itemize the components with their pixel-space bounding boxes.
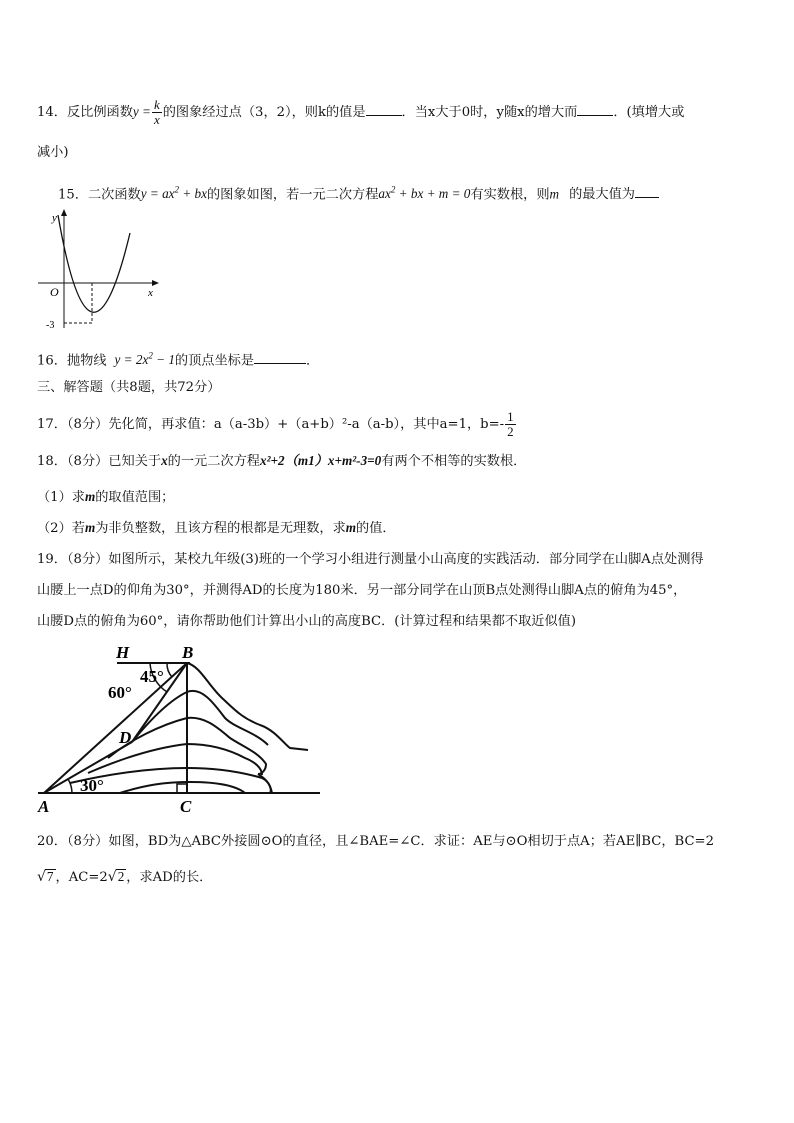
q18-part2-var-m: m [84, 520, 96, 535]
q16-number: 16． [37, 353, 67, 369]
q15-formula-3: m [549, 186, 560, 202]
q18-line [37, 451, 526, 472]
q14-text-2: 的图象经过点（3，2），则k的值是 [162, 105, 366, 120]
q14-func-lhs: y = [132, 104, 151, 119]
label-h: H [116, 643, 130, 662]
q16-text-1: 抛物线 [66, 353, 107, 369]
q17-fraction [505, 410, 516, 439]
right-angle-marker [177, 784, 187, 793]
q14-number: 14． [37, 105, 67, 120]
q15-line [58, 180, 659, 205]
label-angle-30: 30° [80, 776, 104, 795]
mountain-outline [187, 663, 308, 750]
q16-formula: $y = 2x^2 - 1$ [114, 351, 175, 368]
q19-line2: 山腰上一点D的仰角为30°，并测得AD的长度为180米．另一部分同学在山顶B点处测得山脚A点的俯角为45°， [37, 583, 687, 598]
q18-part1-text-b: 的取值范围； [95, 490, 175, 505]
q18-part2-text-c: 的值． [356, 521, 396, 536]
q19-line3: 山腰D点的俯角为60°，请你帮助他们计算出小山的高度BC．(计算过程和结果都不取近似值) [37, 614, 577, 629]
q14-frac-num: k [153, 97, 160, 112]
q16-text-3: ． [306, 353, 320, 369]
q15-parabola-figure [30, 205, 170, 335]
q18-equation: x²+2（m1）x+m²-3=0 [259, 453, 382, 468]
q15-text-3: 有实数根，则 [470, 187, 550, 203]
q18-part1-text-a: （1）求 [37, 490, 85, 505]
q15-text-1: 二次函数 [87, 187, 141, 203]
q15-text-2: 的图象如图，若一元二次方程 [206, 187, 379, 203]
parabola-curve [58, 215, 130, 312]
section-3-heading: 三、解答题（共8题，共72分） [37, 380, 221, 395]
angle-arc-45 [167, 663, 172, 677]
label-a: A [38, 797, 50, 815]
q15-blank[interactable] [635, 185, 659, 198]
label-angle-45: 45° [140, 667, 164, 686]
q14-blank-1[interactable] [366, 103, 402, 116]
q17-frac-den: 2 [507, 424, 514, 439]
q18-text-2: 的一元二次方程 [167, 454, 260, 469]
q17-line [37, 410, 517, 439]
angle-arc-30 [68, 779, 72, 793]
label-b: B [182, 643, 194, 662]
q18-part2-var-m2: m [345, 520, 357, 535]
q14-text-1: 反比例函数 [66, 105, 133, 120]
q14-text-4: ．(填增大或 [613, 105, 685, 120]
q14-line1 [37, 98, 684, 127]
q14-text-3: ．当x大于0时，y随x的增大而 [401, 105, 578, 120]
contour-3 [88, 744, 262, 775]
x-axis-label: x [148, 287, 153, 299]
label-angle-60: 60° [108, 683, 132, 702]
label-c: C [180, 797, 192, 815]
q16-blank[interactable] [254, 351, 306, 364]
minus-three-label: -3 [46, 320, 55, 331]
q14-line2 [37, 143, 69, 163]
q19-mountain-figure [30, 640, 330, 815]
q17-text: 17．（8分）先化简，再求值：a（a-3b）+（a+b）²-a（a-b），其中a=1，b=- [37, 417, 505, 432]
x-axis-arrow-icon [152, 280, 159, 286]
origin-label: O [50, 285, 59, 299]
q20-radicand-1: 7 [46, 869, 54, 884]
q15-text-4: 的最大值为 [569, 187, 635, 203]
q18-text-1: 18．（8分）已知关于 [37, 454, 162, 469]
q14-frac-den: x [153, 112, 160, 127]
q18-text-3: 有两个不相等的实数根． [381, 454, 527, 469]
q19-line1: 19．（8分）如图所示，某校九年级(3)班的一个学习小组进行测量小山高度的实践活动．部分同学在山脚A点处测得 [37, 552, 704, 567]
q17-frac-num: 1 [507, 409, 514, 424]
q20-line1: 20．（8分）如图，BD为△ABC外接圆⊙O的直径，且∠BAE=∠C．求证：AE与⊙O相切于点A；若AE∥BC，BC=2 [37, 834, 714, 849]
y-axis-label: y [52, 212, 57, 224]
q16-line [37, 346, 319, 371]
q20-line2 [37, 867, 212, 888]
q20-radical-sign-1: √ [37, 869, 46, 885]
q15-number: 15． [58, 187, 88, 203]
q15-formula-1: $y = ax^2$ + bx [140, 185, 207, 202]
contour-1 [132, 691, 268, 745]
label-d: D [119, 728, 132, 747]
y-axis-arrow-icon [61, 209, 67, 216]
q18-var-x: x [161, 453, 168, 468]
q14-fraction [152, 98, 162, 127]
q16-text-2: 的顶点坐标是 [174, 353, 255, 369]
q20-radical-sign-2: √ [107, 869, 117, 885]
q18-part1 [37, 487, 174, 508]
q18-part2-text-a: （2）若 [37, 521, 85, 536]
q14-blank-2[interactable] [577, 103, 613, 116]
q15-formula-2: $ax^2$ + bx + m = 0 [378, 185, 471, 202]
q18-part2 [37, 518, 396, 539]
q20-text-3: ，求AD的长． [126, 870, 213, 885]
q20-text-2: ，AC=2 [55, 870, 108, 885]
q18-part2-text-b: 为非负整数，且该方程的根都是无理数，求 [95, 521, 346, 536]
q20-radicand-2: 2 [117, 869, 125, 884]
q14-text-5: 减小) [37, 145, 69, 160]
q18-part1-var-m: m [84, 489, 96, 504]
